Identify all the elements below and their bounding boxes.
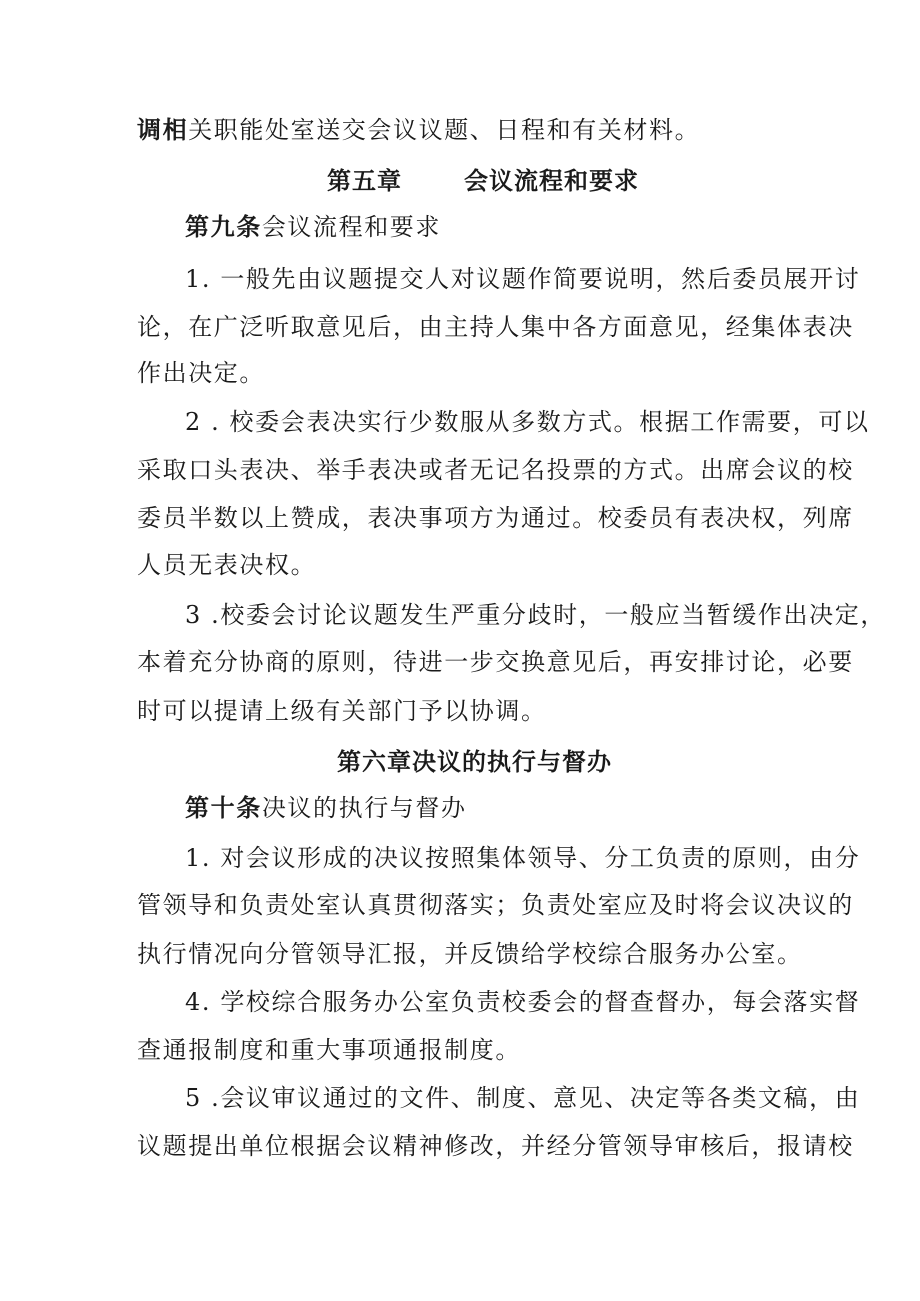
- article-10-label: 第十条: [185, 794, 262, 822]
- intro-bold-lead: 调相: [137, 116, 189, 144]
- chapter-5-number: 第五章: [327, 167, 402, 195]
- item-1-line-3: 作出决定。: [137, 359, 265, 387]
- item-10-1-line-1: 1. 对会议形成的决议按照集体领导、分工负责的原则，由分: [185, 844, 861, 872]
- item-2-line-1: 2 . 校委会表决实行少数服从多数方式。根据工作需要，可以: [185, 408, 870, 436]
- item-3-line-2: 本着充分协商的原则，待进一步交换意见后，再安排讨论，必要: [137, 648, 854, 676]
- intro-line: [137, 115, 700, 145]
- article-9-heading: [185, 212, 441, 242]
- chapter-5-heading: [327, 166, 639, 196]
- chapter-5-title: 会议流程和要求: [464, 167, 639, 195]
- article-10-heading: [185, 793, 467, 823]
- item-10-4-line-1: 4. 学校综合服务办公室负责校委会的督查督办，每会落实督: [185, 988, 861, 1016]
- chapter-6-heading: 第六章决议的执行与督办: [337, 748, 612, 776]
- item-10-1-line-2: 管领导和负责处室认真贯彻落实；负责处室应及时将会议决议的: [137, 891, 854, 919]
- item-2-line-3: 委员半数以上赞成，表决事项方为通过。校委员有表决权，列席: [137, 504, 854, 532]
- item-1-line-2: 论，在广泛听取意见后，由主持人集中各方面意见，经集体表决: [137, 313, 854, 341]
- article-9-label: 第九条: [185, 213, 262, 241]
- item-10-1-line-3: 执行情况向分管领导汇报，并反馈给学校综合服务办公室。: [137, 940, 803, 968]
- item-2-line-2: 采取口头表决、举手表决或者无记名投票的方式。出席会议的校: [137, 456, 854, 484]
- item-10-4-line-2: 查通报制度和重大事项通报制度。: [137, 1036, 521, 1064]
- intro-text: 关职能处室送交会议议题、日程和有关材料。: [188, 116, 701, 144]
- item-2-line-4: 人员无表决权。: [137, 551, 317, 579]
- item-3-line-1: 3 .校委会讨论议题发生严重分歧时，一般应当暂缓作出决定，: [185, 601, 886, 629]
- item-1-line-1: 1. 一般先由议题提交人对议题作简要说明，然后委员展开讨: [185, 265, 861, 293]
- item-10-5-line-1: 5 .会议审议通过的文件、制度、意见、决定等各类文稿，由: [185, 1084, 861, 1112]
- article-10-title: 决议的执行与督办: [261, 794, 467, 822]
- item-10-5-line-2: 议题提出单位根据会议精神修改，并经分管领导审核后，报请校: [137, 1132, 854, 1160]
- article-9-title: 会议流程和要求: [261, 213, 442, 241]
- item-3-line-3: 时可以提请上级有关部门予以协调。: [137, 697, 547, 725]
